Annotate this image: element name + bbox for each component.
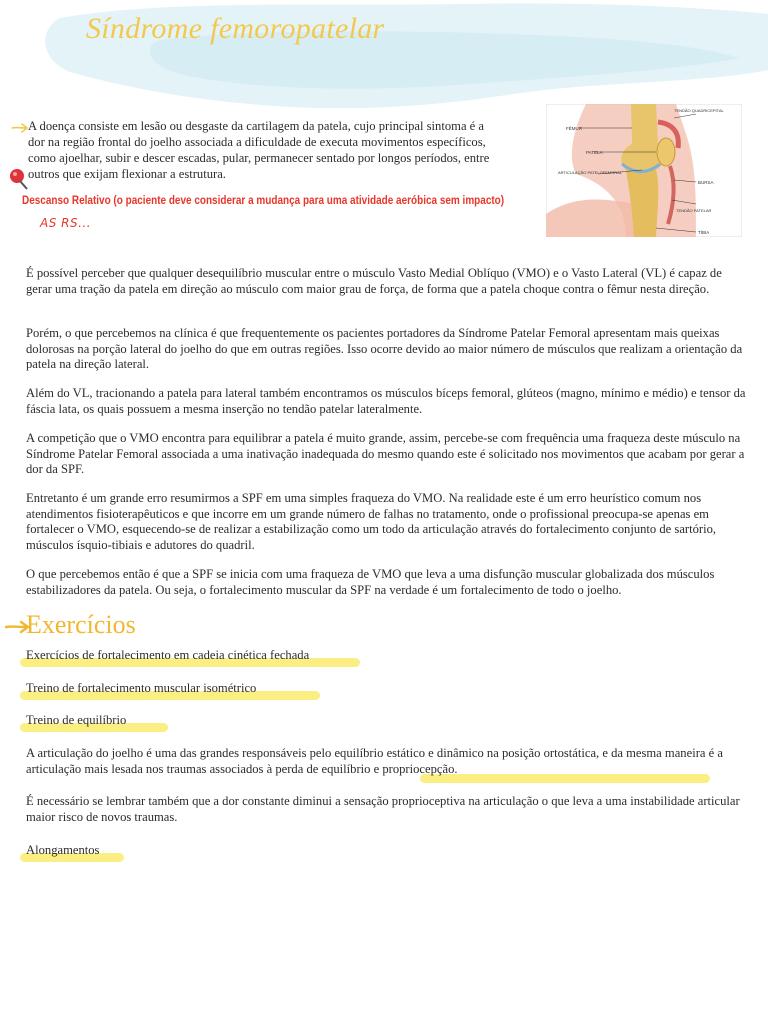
arrow-icon (11, 122, 29, 134)
exercise-item: Alongamentos (26, 843, 99, 859)
label-femur: FÊMUR (566, 126, 582, 131)
paragraph: Entretanto é um grande erro resumirmos a SPF em uma simples fraqueza do VMO. Na realidade este é um erro heurístico comum nos atendimentos fisioterapêuticos e que incorre em um grande número de falhas no tratamento, onde o profissional preocupa-se apenas em fortalecer o VMO, esquecendo-se de realizar a estabilização como um todo da articulação através do fortalecimento conjunto de sartório, músculos ísquio-tibiais e adutores do quadril. (26, 491, 717, 552)
paragraph: O que percebemos então é que a SPF se inicia com uma fraqueza de VMO que leva a uma disfunção muscular globalizada dos músculos estabilizadores da patela. Ou seja, o fortalecimento muscular da SPF na verdade é um fortalecimento de todo o joelho. (26, 567, 715, 597)
page-title: Síndrome femoropatelar (86, 12, 385, 45)
label-tendao-patelar: TENDÃO PATELAR (676, 208, 712, 213)
label-tibia: TÍBIA (698, 230, 710, 235)
knee-anatomy-image (546, 104, 742, 237)
label-articulacao: ARTICULAÇÃO PATELOFEMORAL (558, 170, 623, 175)
exercise-item: Treino de fortalecimento muscular isométrico (26, 681, 256, 697)
intro-text: A doença consiste em lesão ou desgaste da cartilagem da patela, cujo principal sintoma é a dor na região frontal do joelho associada a dificuldade de executa movimentos específicos, como ajoelhar, subir e descer escadas, pular, permanecer sentado por longos períodos, entre outros que exijam flexionar a estrutura. (28, 119, 490, 181)
exercicios-heading: Exercícios (26, 610, 136, 639)
descanso-relativo-note: Descanso Relativo (o paciente deve considerar a mudança para uma atividade aeróbica sem impacto) (22, 194, 505, 207)
paragraph: Além do VL, tracionando a patela para lateral também encontramos os músculos bíceps femoral, glúteos (magno, mínimo e médio) e tensor da fáscia lata, os quais possuem a mesma inserção no tendão patelar lateralmente. (26, 386, 746, 416)
exercise-item: Exercícios de fortalecimento em cadeia cinética fechada (26, 648, 309, 664)
paragraph: A articulação do joelho é uma das grandes responsáveis pelo equilíbrio estático e dinâmico na posição ortostática, e da mesma maneira é a articulação mais lesada nos traumas associados à perda de equilíbrio e propriocepção. (26, 746, 723, 776)
paragraph: É necessário se lembrar também que a dor constante diminui a sensação proprioceptiva na articulação o que leva a uma instabilidade articular maior risco de novos traumas. (26, 794, 740, 824)
paragraph: Porém, o que percebemos na clínica é que frequentemente os pacientes portadores da Síndrome Patelar Femoral apresentam mais queixas dolorosas na porção lateral do joelho do que em outras regiões. Isso ocorre devido ao maior número de músculos que realizam a orientação da patela na direção lateral. (26, 326, 743, 371)
label-bursa: BURSA (698, 180, 714, 185)
paragraph: A competição que o VMO encontra para equilibrar a patela é muito grande, assim, percebe-se com frequência uma fraqueza deste músculo na Síndrome Patelar Femoral associada a uma inativação inadequada do mesmo quando este é solicitado nos movimentos que acabam por gerar a dor da SPF. (26, 431, 745, 476)
paragraph: É possível perceber que qualquer desequilíbrio muscular entre o músculo Vasto Medial Oblíquo (VMO) e o Vasto Lateral (VL) é capaz de gerar uma tração da patela em direção ao músculo com maior grau de força, de forma que a patela choque contra o fêmur nesta direção. (26, 266, 722, 296)
label-tendao-quadricepital: TENDÃO QUADRICEPITAL (674, 108, 724, 113)
label-patela: PATELA (586, 150, 603, 155)
handwritten-note: AS RS... (40, 216, 92, 230)
exercise-item: Treino de equilíbrio (26, 713, 126, 729)
pushpin-icon (5, 166, 31, 192)
